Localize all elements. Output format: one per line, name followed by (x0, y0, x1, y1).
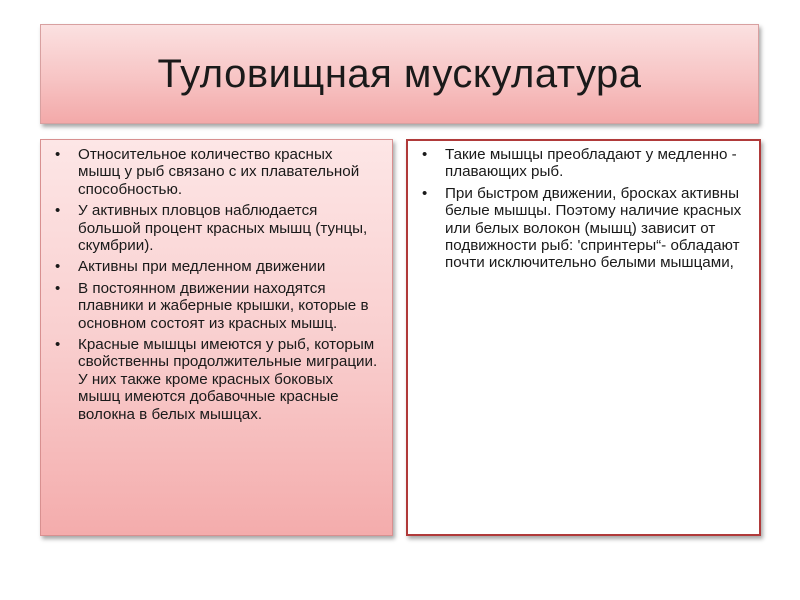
bullet-icon: • (422, 146, 428, 163)
list-item-text: При быстром движении, бросках активны белые мышцы. Поэтому наличие красных или белых волокон (мышц) зависит от подвижности рыб: 'спринтеры“- обладают почти исключительно белыми мышцами, (445, 184, 742, 272)
list-item (51, 280, 378, 332)
list-item (418, 146, 745, 181)
bullet-icon: • (55, 279, 61, 297)
bullet-icon: • (55, 202, 61, 220)
list-item (51, 146, 378, 198)
bullet-icon: • (422, 184, 428, 202)
list-item (51, 336, 378, 423)
slide-title: Туловищная мускулатура (157, 51, 642, 96)
left-bullet-list (51, 146, 378, 423)
list-item-text: Такие мышцы преобладают у медленно - плавающих рыб. (445, 146, 737, 181)
list-item-text: Относительное количество красных мышц у рыб связано с их плавательной способностью. (78, 146, 360, 198)
bullet-icon: • (55, 336, 61, 354)
list-item-text: Активны при медленном движении (78, 258, 326, 276)
right-bullet-list (418, 146, 745, 272)
list-item (51, 202, 378, 254)
list-item-text: В постоянном движении находятся плавники и жаберные крышки, которые в основном состоят из красных мышц. (78, 279, 369, 332)
list-item-text: У активных пловцов наблюдается большой процент красных мышц (тунцы, скумбрии). (78, 202, 368, 255)
left-panel (40, 139, 393, 536)
title-box (40, 24, 759, 124)
list-item (418, 185, 745, 272)
right-panel (406, 139, 761, 536)
list-item-text: Красные мышцы имеются у рыб, которым свойственны продолжительные миграции. У них также кроме красных боковых мышц имеются добавочные красные волокна в белых мышцах. (78, 336, 378, 423)
bullet-icon: • (55, 146, 61, 163)
bullet-icon: • (55, 258, 61, 276)
list-item (51, 258, 378, 275)
